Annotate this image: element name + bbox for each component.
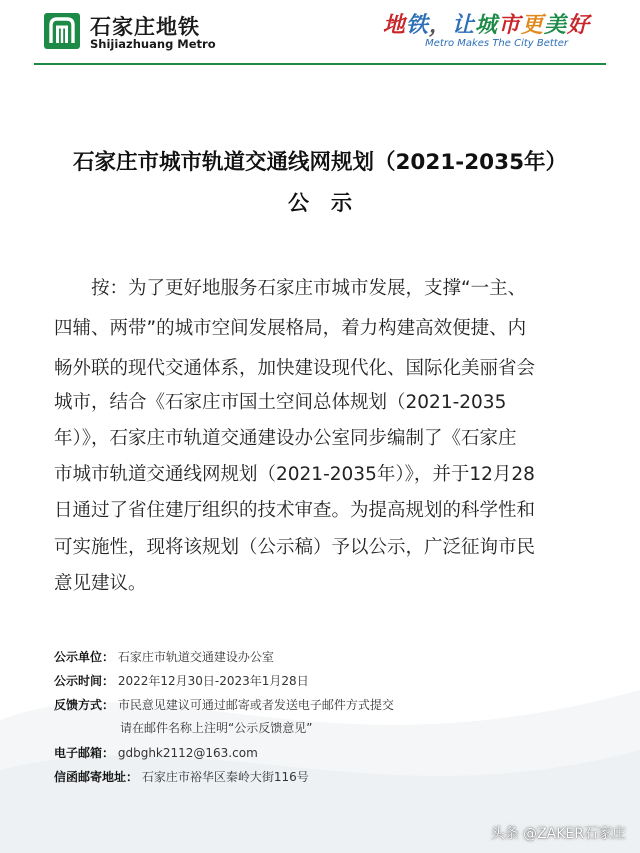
slogan-chinese (383, 8, 590, 39)
info-value: 石家庄市轨道交通建设办公室 (117, 650, 274, 664)
email-address: gdbghk2112@163.com (117, 746, 258, 760)
body-text-line: 畅外联的现代交通体系，加快建设现代化、国际化美丽省会 (54, 358, 536, 379)
info-publish-period (54, 672, 309, 689)
info-value: 2022年12月30日-2023年1月28日 (117, 674, 309, 688)
info-label: 公示单位： (54, 650, 115, 664)
slogan-char: 美 (543, 12, 567, 38)
info-value: 市民意见建议可通过邮寄或者发送电子邮件方式提交 (117, 698, 394, 712)
slogan-char: 城 (474, 12, 498, 38)
slogan-char: 市 (497, 12, 521, 38)
document-subtitle: 公示 (288, 191, 374, 215)
info-label: 公示时间： (54, 674, 115, 688)
body-text-line: 年）》，石家庄市轨道交通建设办公室同步编制了《石家庄 (54, 428, 517, 449)
info-feedback-method (54, 696, 394, 713)
slogan-char: 让 (451, 12, 475, 38)
info-label: 电子邮箱： (54, 746, 115, 760)
body-text-line: 市城市轨道交通线网规划（2021-2035年）》，并于12月28 (54, 464, 535, 485)
logo-chinese-name: 石家庄地铁 (90, 15, 200, 39)
body-text-line: 按：为了更好地服务石家庄市城市发展，支撑“一主、 (54, 278, 527, 299)
info-label: 反馈方式： (54, 698, 115, 712)
body-text-line: 意见建议。 (54, 573, 147, 594)
slogan-char: 铁 (405, 12, 429, 38)
body-text-line: 可实施性，现将该规划（公示稿）予以公示，广泛征询市民 (54, 537, 536, 558)
info-value: 请在邮件名称上注明“公示反馈意见” (120, 721, 313, 735)
body-text-line: 日通过了省住建厅组织的技术审查。为提高规划的科学性和 (54, 500, 536, 521)
slogan-char: ， (428, 12, 452, 38)
body-text-line: 城市，结合《石家庄市国土空间总体规划（2021-2035 (54, 392, 507, 413)
header-divider (34, 63, 606, 65)
slogan-char: 更 (520, 12, 544, 38)
slogan-char: 好 (566, 12, 590, 38)
document-title: 石家庄市城市轨道交通线网规划（2021-2035年） (72, 150, 568, 175)
metro-logo-icon (44, 13, 80, 49)
slogan-english: Metro Makes The City Better (425, 38, 568, 49)
info-mailing-address (54, 768, 309, 785)
page-header (0, 0, 640, 66)
logo-english-name: Shijiazhuang Metro (90, 37, 216, 51)
info-publishing-unit (54, 648, 274, 665)
info-feedback-note (120, 719, 312, 736)
slogan-char: 地 (382, 12, 406, 38)
info-value: 石家庄市裕华区秦岭大街116号 (141, 770, 309, 784)
body-text-line: 四辅、两带”的城市空间发展格局，着力构建高效便捷、内 (54, 318, 527, 339)
info-label: 信函邮寄地址： (54, 770, 139, 784)
source-watermark: 头条 @ZAKER石家庄 (490, 826, 626, 842)
background-wave-decoration (0, 600, 640, 853)
info-email (54, 744, 258, 761)
